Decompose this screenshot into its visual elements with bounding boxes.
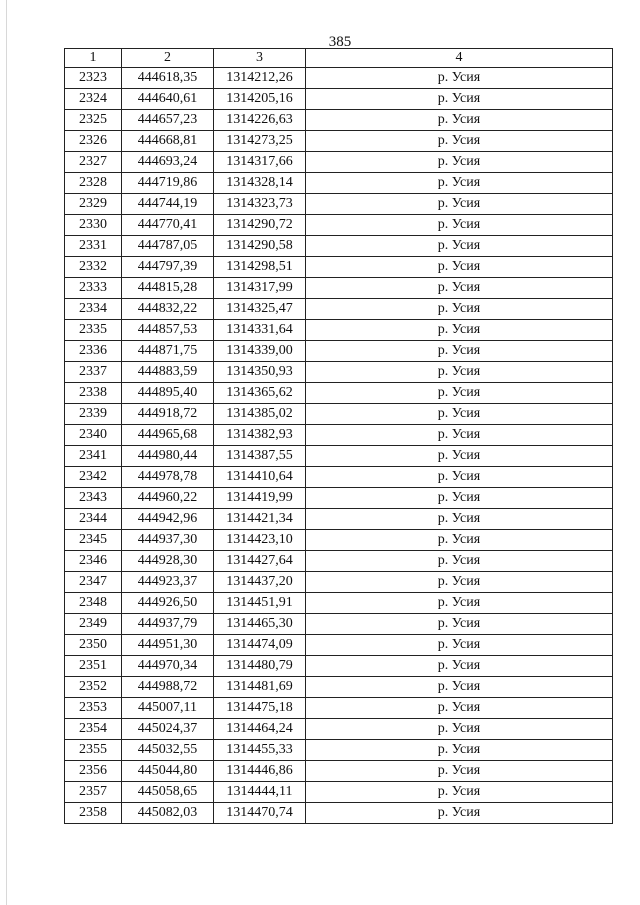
y-coordinate-cell: 1314474,09 <box>214 635 306 656</box>
x-coordinate-cell: 444937,79 <box>122 614 214 635</box>
point-number-cell: 2351 <box>65 656 122 677</box>
y-coordinate-cell: 1314365,62 <box>214 383 306 404</box>
point-number-cell: 2347 <box>65 572 122 593</box>
y-coordinate-cell: 1314317,99 <box>214 278 306 299</box>
y-coordinate-cell: 1314470,74 <box>214 803 306 824</box>
y-coordinate-cell: 1314475,18 <box>214 698 306 719</box>
object-name-cell: р. Усия <box>306 341 613 362</box>
object-name-cell: р. Усия <box>306 593 613 614</box>
x-coordinate-cell: 444770,41 <box>122 215 214 236</box>
x-coordinate-cell: 444719,86 <box>122 173 214 194</box>
x-coordinate-cell: 444937,30 <box>122 530 214 551</box>
y-coordinate-cell: 1314455,33 <box>214 740 306 761</box>
x-coordinate-cell: 444988,72 <box>122 677 214 698</box>
y-coordinate-cell: 1314387,55 <box>214 446 306 467</box>
table-row <box>65 236 613 257</box>
table-row <box>65 446 613 467</box>
y-coordinate-cell: 1314421,34 <box>214 509 306 530</box>
table-row <box>65 320 613 341</box>
y-coordinate-cell: 1314339,00 <box>214 341 306 362</box>
x-coordinate-cell: 444832,22 <box>122 299 214 320</box>
x-coordinate-cell: 444618,35 <box>122 68 214 89</box>
object-name-cell: р. Усия <box>306 551 613 572</box>
object-name-cell: р. Усия <box>306 614 613 635</box>
table-row <box>65 782 613 803</box>
point-number-cell: 2350 <box>65 635 122 656</box>
table-row <box>65 215 613 236</box>
x-coordinate-cell: 444871,75 <box>122 341 214 362</box>
table-row <box>65 299 613 320</box>
object-name-cell: р. Усия <box>306 299 613 320</box>
x-coordinate-cell: 444857,53 <box>122 320 214 341</box>
object-name-cell: р. Усия <box>306 404 613 425</box>
point-number-cell: 2352 <box>65 677 122 698</box>
y-coordinate-cell: 1314298,51 <box>214 257 306 278</box>
object-name-cell: р. Усия <box>306 446 613 467</box>
table-row <box>65 803 613 824</box>
x-coordinate-cell: 445058,65 <box>122 782 214 803</box>
x-coordinate-cell: 444787,05 <box>122 236 214 257</box>
y-coordinate-cell: 1314480,79 <box>214 656 306 677</box>
y-coordinate-cell: 1314451,91 <box>214 593 306 614</box>
object-name-cell: р. Усия <box>306 110 613 131</box>
y-coordinate-cell: 1314325,47 <box>214 299 306 320</box>
header-cell: 4 <box>306 49 613 68</box>
table-row <box>65 488 613 509</box>
y-coordinate-cell: 1314226,63 <box>214 110 306 131</box>
table-row <box>65 656 613 677</box>
y-coordinate-cell: 1314437,20 <box>214 572 306 593</box>
table-row <box>65 614 613 635</box>
point-number-cell: 2343 <box>65 488 122 509</box>
point-number-cell: 2333 <box>65 278 122 299</box>
x-coordinate-cell: 445044,80 <box>122 761 214 782</box>
point-number-cell: 2338 <box>65 383 122 404</box>
object-name-cell: р. Усия <box>306 320 613 341</box>
point-number-cell: 2326 <box>65 131 122 152</box>
table-row <box>65 719 613 740</box>
x-coordinate-cell: 444923,37 <box>122 572 214 593</box>
x-coordinate-cell: 444744,19 <box>122 194 214 215</box>
object-name-cell: р. Усия <box>306 152 613 173</box>
object-name-cell: р. Усия <box>306 425 613 446</box>
object-name-cell: р. Усия <box>306 131 613 152</box>
table-row <box>65 509 613 530</box>
y-coordinate-cell: 1314323,73 <box>214 194 306 215</box>
point-number-cell: 2325 <box>65 110 122 131</box>
x-coordinate-cell: 444928,30 <box>122 551 214 572</box>
table-row <box>65 89 613 110</box>
table-body <box>65 68 613 824</box>
table-row <box>65 404 613 425</box>
point-number-cell: 2329 <box>65 194 122 215</box>
table-row <box>65 635 613 656</box>
point-number-cell: 2357 <box>65 782 122 803</box>
table-row <box>65 698 613 719</box>
y-coordinate-cell: 1314385,02 <box>214 404 306 425</box>
point-number-cell: 2335 <box>65 320 122 341</box>
y-coordinate-cell: 1314481,69 <box>214 677 306 698</box>
y-coordinate-cell: 1314464,24 <box>214 719 306 740</box>
header-cell: 3 <box>214 49 306 68</box>
y-coordinate-cell: 1314410,64 <box>214 467 306 488</box>
coordinates-table <box>64 48 613 824</box>
object-name-cell: р. Усия <box>306 698 613 719</box>
object-name-cell: р. Усия <box>306 257 613 278</box>
point-number-cell: 2348 <box>65 593 122 614</box>
object-name-cell: р. Усия <box>306 467 613 488</box>
x-coordinate-cell: 444640,61 <box>122 89 214 110</box>
point-number-cell: 2323 <box>65 68 122 89</box>
object-name-cell: р. Усия <box>306 383 613 404</box>
table-header-row <box>65 49 613 68</box>
y-coordinate-cell: 1314205,16 <box>214 89 306 110</box>
point-number-cell: 2353 <box>65 698 122 719</box>
object-name-cell: р. Усия <box>306 803 613 824</box>
x-coordinate-cell: 444657,23 <box>122 110 214 131</box>
x-coordinate-cell: 445082,03 <box>122 803 214 824</box>
x-coordinate-cell: 444693,24 <box>122 152 214 173</box>
x-coordinate-cell: 444970,34 <box>122 656 214 677</box>
object-name-cell: р. Усия <box>306 488 613 509</box>
x-coordinate-cell: 444815,28 <box>122 278 214 299</box>
y-coordinate-cell: 1314290,72 <box>214 215 306 236</box>
object-name-cell: р. Усия <box>306 719 613 740</box>
header-cell: 1 <box>65 49 122 68</box>
x-coordinate-cell: 444668,81 <box>122 131 214 152</box>
point-number-cell: 2340 <box>65 425 122 446</box>
point-number-cell: 2339 <box>65 404 122 425</box>
x-coordinate-cell: 444951,30 <box>122 635 214 656</box>
x-coordinate-cell: 444965,68 <box>122 425 214 446</box>
table-row <box>65 677 613 698</box>
table-row <box>65 383 613 404</box>
point-number-cell: 2345 <box>65 530 122 551</box>
y-coordinate-cell: 1314273,25 <box>214 131 306 152</box>
point-number-cell: 2354 <box>65 719 122 740</box>
object-name-cell: р. Усия <box>306 782 613 803</box>
table-row <box>65 278 613 299</box>
y-coordinate-cell: 1314444,11 <box>214 782 306 803</box>
y-coordinate-cell: 1314419,99 <box>214 488 306 509</box>
point-number-cell: 2330 <box>65 215 122 236</box>
object-name-cell: р. Усия <box>306 68 613 89</box>
point-number-cell: 2346 <box>65 551 122 572</box>
table-row <box>65 341 613 362</box>
table-row <box>65 425 613 446</box>
table-row <box>65 173 613 194</box>
table-row <box>65 551 613 572</box>
x-coordinate-cell: 444883,59 <box>122 362 214 383</box>
x-coordinate-cell: 445024,37 <box>122 719 214 740</box>
table-row <box>65 152 613 173</box>
object-name-cell: р. Усия <box>306 236 613 257</box>
table-row <box>65 68 613 89</box>
x-coordinate-cell: 444797,39 <box>122 257 214 278</box>
point-number-cell: 2358 <box>65 803 122 824</box>
y-coordinate-cell: 1314446,86 <box>214 761 306 782</box>
y-coordinate-cell: 1314331,64 <box>214 320 306 341</box>
table-row <box>65 593 613 614</box>
x-coordinate-cell: 445032,55 <box>122 740 214 761</box>
point-number-cell: 2356 <box>65 761 122 782</box>
x-coordinate-cell: 444926,50 <box>122 593 214 614</box>
y-coordinate-cell: 1314328,14 <box>214 173 306 194</box>
y-coordinate-cell: 1314465,30 <box>214 614 306 635</box>
table-row <box>65 740 613 761</box>
x-coordinate-cell: 444980,44 <box>122 446 214 467</box>
object-name-cell: р. Усия <box>306 740 613 761</box>
point-number-cell: 2327 <box>65 152 122 173</box>
x-coordinate-cell: 444918,72 <box>122 404 214 425</box>
object-name-cell: р. Усия <box>306 635 613 656</box>
y-coordinate-cell: 1314427,64 <box>214 551 306 572</box>
object-name-cell: р. Усия <box>306 362 613 383</box>
table-row <box>65 131 613 152</box>
object-name-cell: р. Усия <box>306 173 613 194</box>
y-coordinate-cell: 1314290,58 <box>214 236 306 257</box>
point-number-cell: 2341 <box>65 446 122 467</box>
object-name-cell: р. Усия <box>306 215 613 236</box>
object-name-cell: р. Усия <box>306 509 613 530</box>
x-coordinate-cell: 444942,96 <box>122 509 214 530</box>
table-row <box>65 362 613 383</box>
y-coordinate-cell: 1314350,93 <box>214 362 306 383</box>
table-row <box>65 110 613 131</box>
y-coordinate-cell: 1314212,26 <box>214 68 306 89</box>
y-coordinate-cell: 1314317,66 <box>214 152 306 173</box>
object-name-cell: р. Усия <box>306 194 613 215</box>
scan-edge-line <box>6 0 7 905</box>
table-row <box>65 530 613 551</box>
object-name-cell: р. Усия <box>306 530 613 551</box>
point-number-cell: 2342 <box>65 467 122 488</box>
point-number-cell: 2324 <box>65 89 122 110</box>
y-coordinate-cell: 1314423,10 <box>214 530 306 551</box>
table-row <box>65 467 613 488</box>
point-number-cell: 2344 <box>65 509 122 530</box>
table-row <box>65 194 613 215</box>
point-number-cell: 2337 <box>65 362 122 383</box>
point-number-cell: 2328 <box>65 173 122 194</box>
object-name-cell: р. Усия <box>306 89 613 110</box>
table-row <box>65 761 613 782</box>
point-number-cell: 2334 <box>65 299 122 320</box>
header-cell: 2 <box>122 49 214 68</box>
point-number-cell: 2349 <box>65 614 122 635</box>
x-coordinate-cell: 445007,11 <box>122 698 214 719</box>
page-number: 385 <box>328 34 352 50</box>
point-number-cell: 2336 <box>65 341 122 362</box>
point-number-cell: 2355 <box>65 740 122 761</box>
object-name-cell: р. Усия <box>306 761 613 782</box>
object-name-cell: р. Усия <box>306 677 613 698</box>
object-name-cell: р. Усия <box>306 278 613 299</box>
x-coordinate-cell: 444960,22 <box>122 488 214 509</box>
table-row <box>65 572 613 593</box>
x-coordinate-cell: 444895,40 <box>122 383 214 404</box>
y-coordinate-cell: 1314382,93 <box>214 425 306 446</box>
object-name-cell: р. Усия <box>306 656 613 677</box>
point-number-cell: 2332 <box>65 257 122 278</box>
table-row <box>65 257 613 278</box>
point-number-cell: 2331 <box>65 236 122 257</box>
object-name-cell: р. Усия <box>306 572 613 593</box>
x-coordinate-cell: 444978,78 <box>122 467 214 488</box>
